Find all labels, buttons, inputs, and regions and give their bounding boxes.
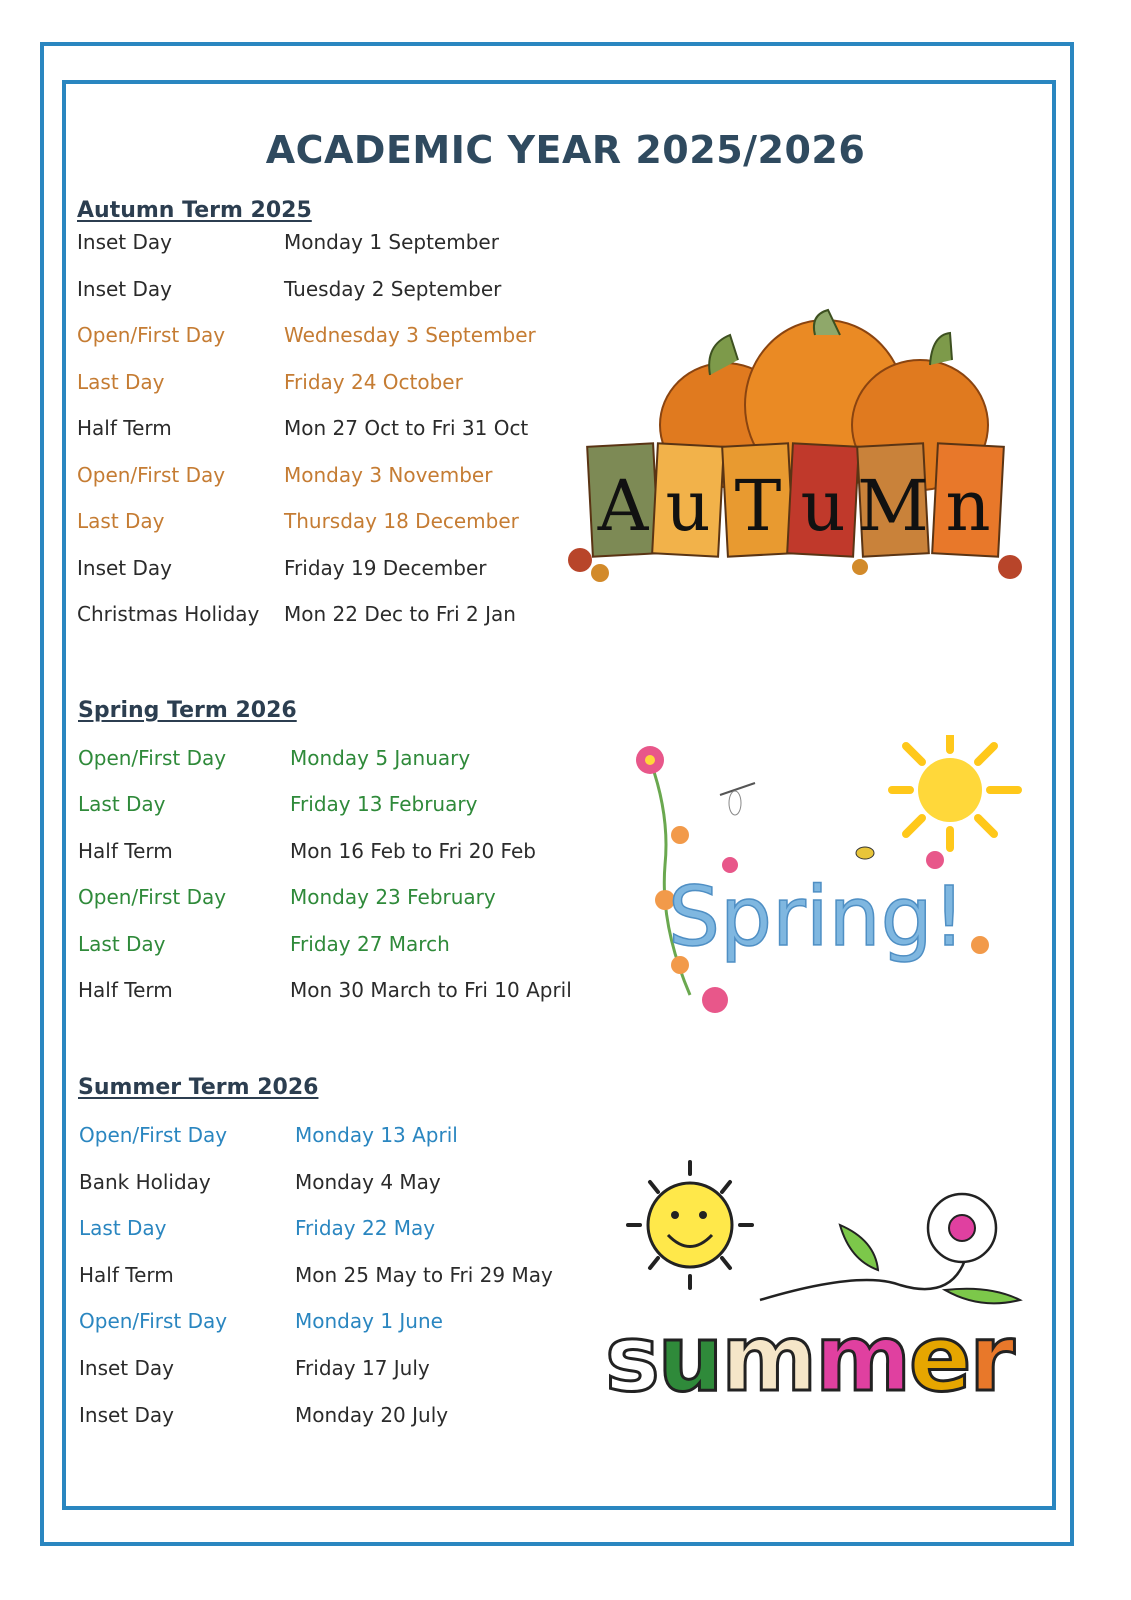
event-date: Friday 13 February [290, 792, 478, 817]
event-date: Friday 19 December [284, 555, 487, 580]
smiling-sun-icon [628, 1162, 752, 1288]
autumn-pumpkins-illustration [560, 305, 1030, 595]
event-date: Monday 3 November [284, 462, 493, 487]
bee-icon [856, 847, 874, 859]
event-label: Open/First Day [79, 1309, 228, 1334]
event-label: Last Day [77, 369, 165, 394]
leaf-icon [998, 555, 1022, 579]
event-label: Open/First Day [77, 323, 226, 347]
event-label: Half Term [79, 1262, 174, 1287]
spring-word-art: Spring! [668, 870, 966, 965]
summer-letter: u [657, 1305, 722, 1410]
summer-letter: s [605, 1305, 658, 1410]
event-label: Open/First Day [78, 746, 227, 770]
event-date: Mon 27 Oct to Fri 31 Oct [284, 416, 529, 440]
spring-term-heading: Spring Term 2026 [78, 698, 297, 723]
event-label: Open/First Day [77, 462, 226, 487]
daisy-flower-icon [760, 1194, 1020, 1303]
event-date: Mon 30 March to Fri 10 April [290, 978, 572, 1002]
event-label: Last Day [78, 792, 166, 817]
letter-block-letter: A [597, 465, 649, 547]
event-date: Monday 1 June [295, 1309, 443, 1334]
event-date: Mon 16 Feb to Fri 20 Feb [290, 838, 536, 863]
event-date: Friday 17 July [295, 1356, 430, 1380]
event-label: Inset Day [77, 555, 172, 580]
summer-illustration [600, 1150, 1040, 1410]
event-date: Tuesday 2 September [284, 276, 502, 301]
letter-block-letter: u [665, 465, 711, 547]
event-label: Bank Holiday [79, 1169, 211, 1194]
event-date: Wednesday 3 September [284, 323, 536, 347]
event-label: Last Day [77, 509, 165, 533]
event-label: Open/First Day [79, 1123, 228, 1147]
event-date: Monday 4 May [295, 1169, 441, 1194]
leaf-icon [591, 564, 609, 582]
event-label: Half Term [77, 416, 172, 440]
letter-block-letter: n [945, 465, 991, 547]
event-date: Friday 22 May [295, 1216, 436, 1241]
leaf-icon [852, 559, 868, 575]
event-date: Monday 23 February [290, 885, 496, 910]
dragonfly-icon [720, 783, 755, 815]
event-date: Friday 24 October [284, 369, 463, 394]
event-label: Inset Day [79, 1402, 174, 1427]
summer-letter: m [815, 1305, 910, 1410]
event-date: Friday 27 March [290, 931, 450, 956]
letter-block-letter: u [800, 465, 846, 547]
event-label: Half Term [78, 838, 173, 863]
event-date: Monday 13 April [295, 1123, 458, 1147]
event-date: Mon 22 Dec to Fri 2 Jan [284, 602, 516, 626]
summer-letter: e [909, 1305, 970, 1410]
letter-block-letter: M [857, 465, 929, 547]
event-label: Inset Day [77, 276, 172, 301]
event-label: Christmas Holiday [77, 602, 260, 626]
event-label: Last Day [78, 931, 166, 956]
event-date: Mon 25 May to Fri 29 May [295, 1262, 553, 1287]
event-label: Last Day [79, 1216, 167, 1241]
event-date: Monday 20 July [295, 1402, 449, 1427]
event-label: Inset Day [77, 230, 172, 254]
event-date: Monday 1 September [284, 230, 499, 254]
event-date: Thursday 18 December [284, 509, 519, 533]
event-label: Inset Day [79, 1356, 174, 1380]
summer-word-art [605, 1305, 1015, 1410]
event-label: Half Term [78, 978, 173, 1002]
page-title: ACADEMIC YEAR 2025/2026 [265, 128, 866, 172]
leaf-icon [568, 548, 592, 572]
event-label: Open/First Day [78, 885, 227, 910]
summer-term-heading: Summer Term 2026 [78, 1075, 319, 1100]
summer-letter: m [721, 1305, 816, 1410]
sun-icon [892, 735, 1018, 848]
summer-letter: r [969, 1305, 1013, 1410]
event-date: Monday 5 January [290, 746, 471, 770]
autumn-term-heading: Autumn Term 2025 [77, 198, 312, 223]
letter-block-letter: T [734, 465, 782, 547]
spring-flowers-illustration [610, 735, 1030, 1025]
